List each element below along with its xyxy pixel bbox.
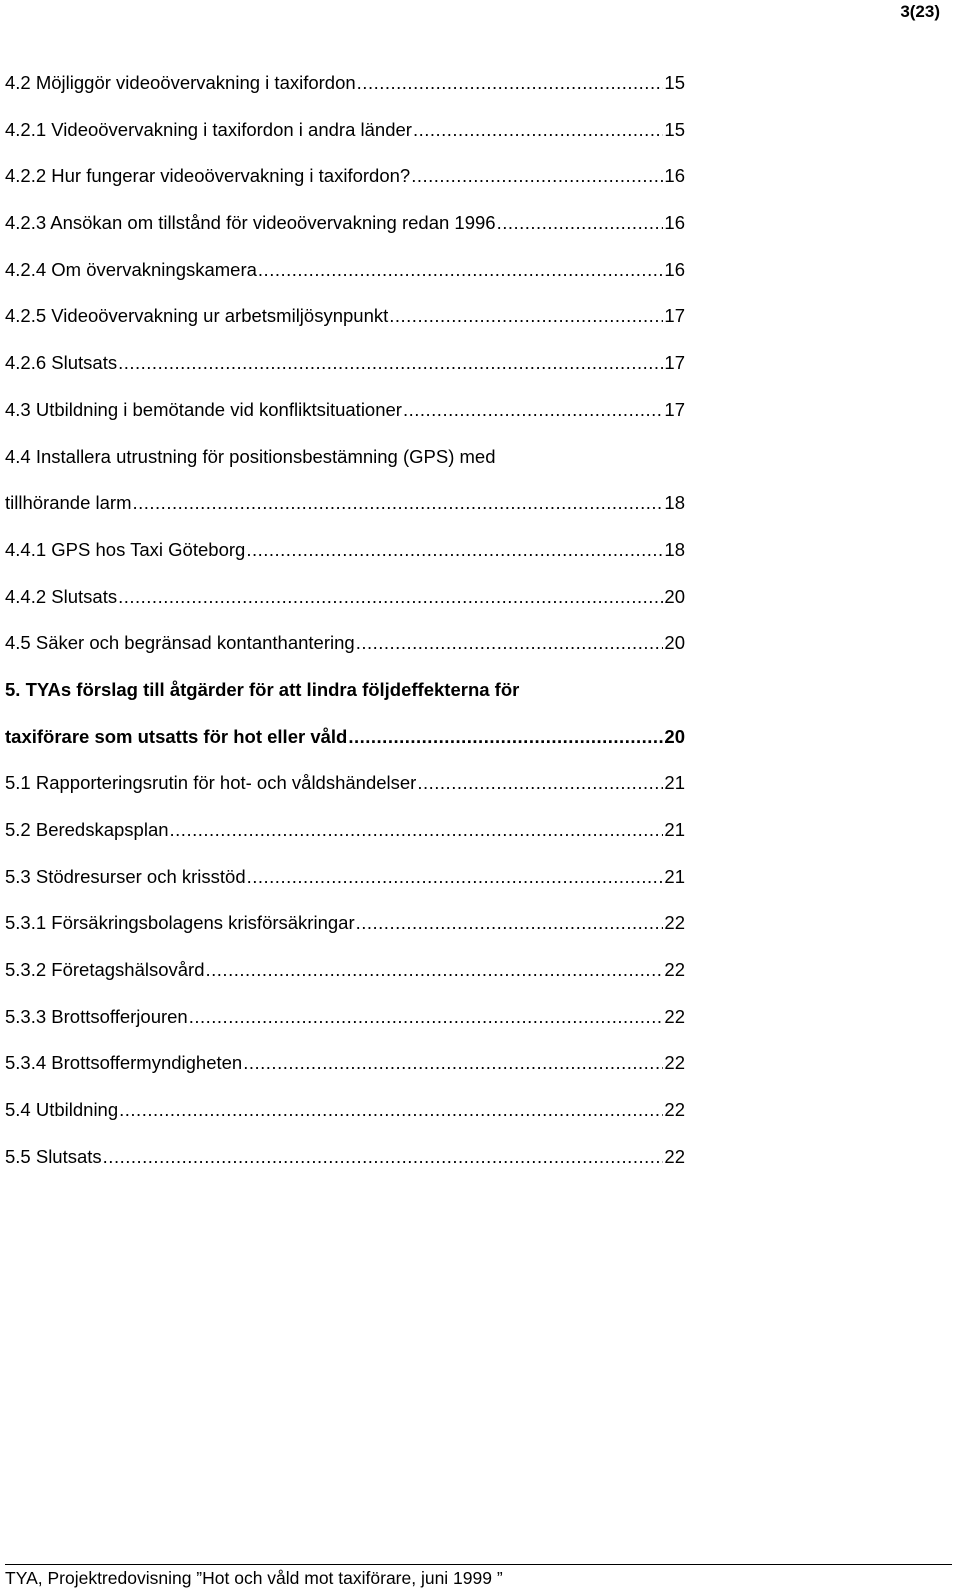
toc-entry[interactable] [5,537,685,584]
toc-entry[interactable] [5,817,685,864]
toc-entry-label: 5.2 Beredskapsplan [5,819,169,840]
toc-entry-page: 17 [664,305,685,327]
toc-entry-label: 4.2 Möjliggör videoövervakning i taxifordon [5,72,356,93]
toc-entry-page: 22 [664,912,685,934]
toc-entry[interactable] [5,724,685,771]
page-number: 3(23) [900,2,940,21]
toc-entry-label: 4.4.1 GPS hos Taxi Göteborg [5,538,246,560]
toc-leader-dots [348,724,663,750]
toc-entry-label: 5.3.2 Företagshälsovård [5,959,205,981]
toc-leader-dots [170,817,664,843]
toc-entry-label: 4.2.6 Slutsats [5,352,118,374]
toc-entry[interactable] [5,630,685,677]
toc-entry[interactable] [5,257,685,304]
toc-leader-dots [119,1097,663,1123]
toc-entry-label: 5. TYAs förslag till åtgärder för att lindra följdeffekterna för [5,678,520,700]
toc-entry-page: 21 [664,772,685,794]
toc-leader-dots [417,770,663,796]
toc-entry-page: 20 [664,725,685,747]
toc-entry-page: 17 [664,352,685,374]
toc-entry[interactable] [5,584,685,631]
toc-entry[interactable] [5,397,685,444]
toc-leader-dots [356,910,664,936]
toc-leader-dots [206,957,664,983]
toc-leader-dots [497,210,664,236]
toc-entry-page: 22 [664,1052,685,1074]
toc-entry-label: 5.3 Stödresurser och krisstöd [5,865,246,887]
toc-entry-label: 5.4 Utbildning [5,1099,119,1121]
toc-entry-label: 5.3.4 Brottsoffermyndigheten [5,1052,243,1074]
toc-entry[interactable] [5,1097,685,1144]
toc-entry-page: 16 [664,212,685,234]
toc-entry-label: 4.2.1 Videoövervakning i taxifordon i andra länder [5,118,412,140]
toc-entry[interactable] [5,210,685,257]
toc-entry-page: 16 [664,258,685,280]
footer-divider [5,1564,952,1565]
toc-entry-label: 4.2.2 Hur fungerar videoövervakning i taxifordon? [5,165,411,187]
toc-entry-first-line[interactable] [5,444,685,491]
toc-entry[interactable] [5,70,685,117]
toc-leader-dots [357,70,664,96]
toc-entry-page: 15 [664,72,685,93]
toc-entry-first-line[interactable] [5,677,685,724]
toc-entry-label: 4.5 Säker och begränsad kontanthantering [5,632,355,654]
toc-leader-dots [118,584,663,610]
toc-entry-page: 21 [664,819,685,840]
toc-leader-dots [356,630,664,656]
toc-entry-page: 22 [664,1145,685,1167]
toc-entry-label: 5.5 Slutsats [5,1145,102,1167]
toc-entry-label: taxiförare som utsatts för hot eller våld [5,725,348,747]
toc-entry[interactable] [5,117,685,164]
toc-entry[interactable] [5,163,685,210]
toc-leader-dots [258,257,664,283]
toc-entry[interactable] [5,1004,685,1051]
toc-entry-page: 17 [664,398,685,420]
toc-entry-label: 5.3.3 Brottsofferjouren [5,1005,188,1027]
toc-entry-label: 4.4.2 Slutsats [5,585,118,607]
toc-entry-label: 4.3 Utbildning i bemötande vid konfliktsituationer [5,398,402,420]
toc-leader-dots [246,537,663,563]
toc-leader-dots [132,490,663,516]
toc-leader-dots [413,117,663,143]
table-of-contents [5,70,685,1191]
toc-entry-label: 5.3.1 Försäkringsbolagens krisförsäkringar [5,912,355,934]
toc-leader-dots [247,864,664,890]
toc-entry[interactable] [5,490,685,537]
toc-entry-label: 4.2.3 Ansökan om tillstånd för videoövervakning redan 1996 [5,212,496,234]
toc-entry-page: 22 [664,1099,685,1121]
toc-entry[interactable] [5,864,685,911]
toc-entry-label: 4.4 Installera utrustning för positionsbestämning (GPS) med [5,445,496,467]
toc-leader-dots [118,350,663,376]
toc-entry[interactable] [5,1144,685,1191]
toc-entry-label: 4.2.4 Om övervakningskamera [5,258,257,280]
toc-leader-dots [243,1050,663,1076]
toc-leader-dots [389,303,663,329]
toc-entry-label: 5.1 Rapporteringsrutin för hot- och våldshändelser [5,772,417,794]
toc-leader-dots [103,1144,664,1170]
toc-entry-page: 21 [664,865,685,887]
toc-entry-page: 16 [664,165,685,187]
toc-entry-page: 22 [664,1005,685,1027]
toc-entry[interactable] [5,350,685,397]
toc-entry[interactable] [5,1050,685,1097]
toc-entry[interactable] [5,770,685,817]
toc-entry[interactable] [5,303,685,350]
toc-entry-page: 15 [664,118,685,140]
toc-entry[interactable] [5,957,685,1004]
toc-entry-page: 22 [664,959,685,981]
toc-entry-page: 18 [664,538,685,560]
toc-leader-dots [189,1004,664,1030]
page-footer: TYA, Projektredovisning ”Hot och våld mot taxiförare, juni 1999 ” [5,1568,503,1588]
toc-entry-page: 20 [664,632,685,654]
toc-entry-label: tillhörande larm [5,492,132,514]
toc-entry-label: 4.2.5 Videoövervakning ur arbetsmiljösynpunkt [5,305,389,327]
toc-leader-dots [403,397,663,423]
toc-entry-page: 20 [664,585,685,607]
toc-leader-dots [411,163,663,189]
toc-entry-page: 18 [664,492,685,514]
toc-entry[interactable] [5,910,685,957]
